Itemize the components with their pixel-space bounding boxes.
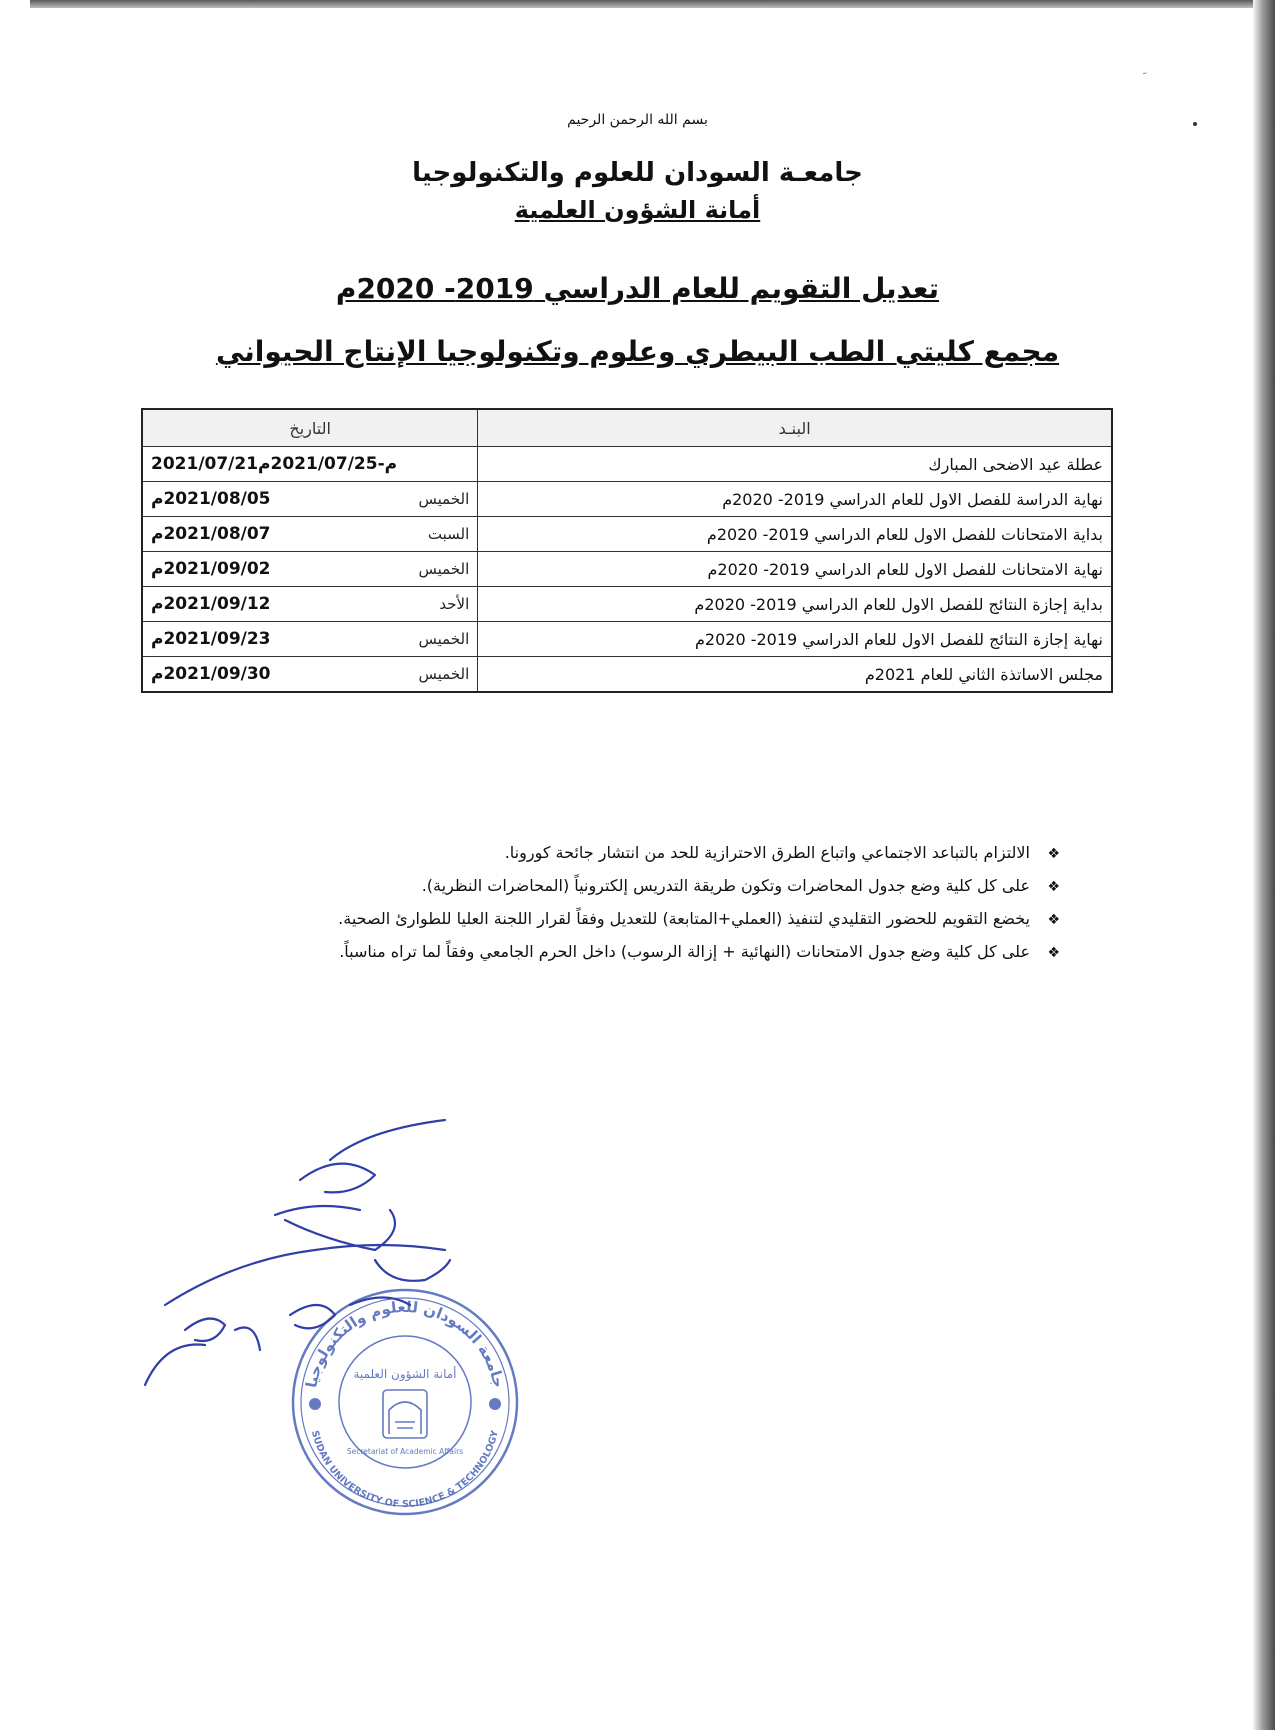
row-item: بداية إجازة النتائج للفصل الاول للعام الدراسي 2019- 2020م [478, 587, 1112, 622]
row-day: الأحد [439, 595, 470, 613]
note-text: يخضع التقويم للحضور التقليدي لتنفيذ (العملي+المتابعة) للتعديل وفقاً لقرار اللجنة العليا للطوارئ الصحية. [338, 909, 1030, 928]
row-date-value: 2021/08/05م [151, 489, 271, 509]
note-text: على كل كلية وضع جدول المحاضرات وتكون طريقة التدريس إلكترونياً (المحاضرات النظرية). [421, 876, 1030, 895]
diamond-bullet-icon: ❖ [1047, 945, 1060, 961]
basmala: بسم الله الرحمن الرحيم [567, 112, 708, 128]
handwritten-signature [125, 1100, 465, 1400]
university-name: جامعـة السودان للعلوم والتكنولوجيا [412, 158, 863, 188]
row-date-value: 2021/09/12م [151, 594, 271, 614]
diamond-bullet-icon: ❖ [1047, 912, 1060, 928]
row-date [142, 657, 478, 693]
stamp-english-center: Secretariat of Academic Affairs [346, 1447, 464, 1456]
stray-mark: ﹶ [1143, 70, 1147, 84]
table-row [142, 517, 1112, 552]
stamp-arabic-ring: جامعة السودان للعلوم والتكنولوجيا [302, 1297, 508, 1390]
row-day: الخميس [418, 630, 470, 648]
row-item: نهاية الامتحانات للفصل الاول للعام الدراسي 2019- 2020م [478, 552, 1112, 587]
row-date [142, 447, 478, 482]
department-name: أمانة الشؤون العلمية [514, 196, 761, 224]
document-title: تعديل التقويم للعام الدراسي 2019- 2020م [335, 272, 940, 305]
diamond-bullet-icon: ❖ [1047, 879, 1060, 895]
list-item [200, 902, 1060, 935]
row-day: الخميس [418, 490, 470, 508]
row-day: السبت [427, 525, 470, 543]
list-item [200, 869, 1060, 902]
document-subtitle: مجمع كليتي الطب البيطري وعلوم وتكنولوجيا الإنتاج الحيواني [215, 335, 1060, 368]
row-date [142, 622, 478, 657]
row-item: مجلس الاساتذة الثاني للعام 2021م [478, 657, 1112, 693]
row-date-value: 2021/09/23م [151, 629, 271, 649]
row-date [142, 587, 478, 622]
table-row [142, 552, 1112, 587]
row-item: عطلة عيد الاضحى المبارك [478, 447, 1112, 482]
row-date-value: 2021/09/30م [151, 664, 271, 684]
header-date: التاريخ [142, 409, 478, 447]
row-date [142, 482, 478, 517]
row-date-value: 2021/08/07م [151, 524, 271, 544]
note-text: على كل كلية وضع جدول الامتحانات (النهائية + إزالة الرسوب) داخل الحرم الجامعي وفقاً لما تراه مناسباً. [339, 942, 1030, 961]
row-date [142, 552, 478, 587]
row-date [142, 517, 478, 552]
row-item: نهاية إجازة النتائج للفصل الاول للعام الدراسي 2019- 2020م [478, 622, 1112, 657]
table-header-row [142, 409, 1112, 447]
row-item: بداية الامتحانات للفصل الاول للعام الدراسي 2019- 2020م [478, 517, 1112, 552]
header-item: البنـد [478, 409, 1112, 447]
svg-text:SUDAN UNIVERSITY OF SCIENCE & [309, 1429, 501, 1510]
table-row [142, 482, 1112, 517]
note-text: الالتزام بالتباعد الاجتماعي واتباع الطرق الاحترازية للحد من انتشار جائحة كورونا. [504, 843, 1030, 862]
row-day: الخميس [418, 560, 470, 578]
scan-edge-right [1253, 0, 1275, 1730]
diamond-bullet-icon: ❖ [1047, 846, 1060, 862]
list-item [200, 935, 1060, 968]
notes-list [200, 836, 1060, 968]
table-row [142, 657, 1112, 693]
stamp-center-text: أمانة الشؤون العلمية [353, 1367, 457, 1381]
stamp-english-ring: SUDAN UNIVERSITY OF SCIENCE & TECHNOLOGY [309, 1429, 501, 1511]
row-date-value: 2021/07/21م-2021/07/25م [151, 454, 398, 474]
schedule-table [141, 408, 1113, 693]
row-day: الخميس [418, 665, 470, 683]
table-row [142, 447, 1112, 482]
table-row [142, 587, 1112, 622]
table-row [142, 622, 1112, 657]
scan-edge-top [30, 0, 1253, 8]
row-item: نهاية الدراسة للفصل الاول للعام الدراسي 2019- 2020م [478, 482, 1112, 517]
row-date-value: 2021/09/02م [151, 559, 271, 579]
list-item [200, 836, 1060, 869]
